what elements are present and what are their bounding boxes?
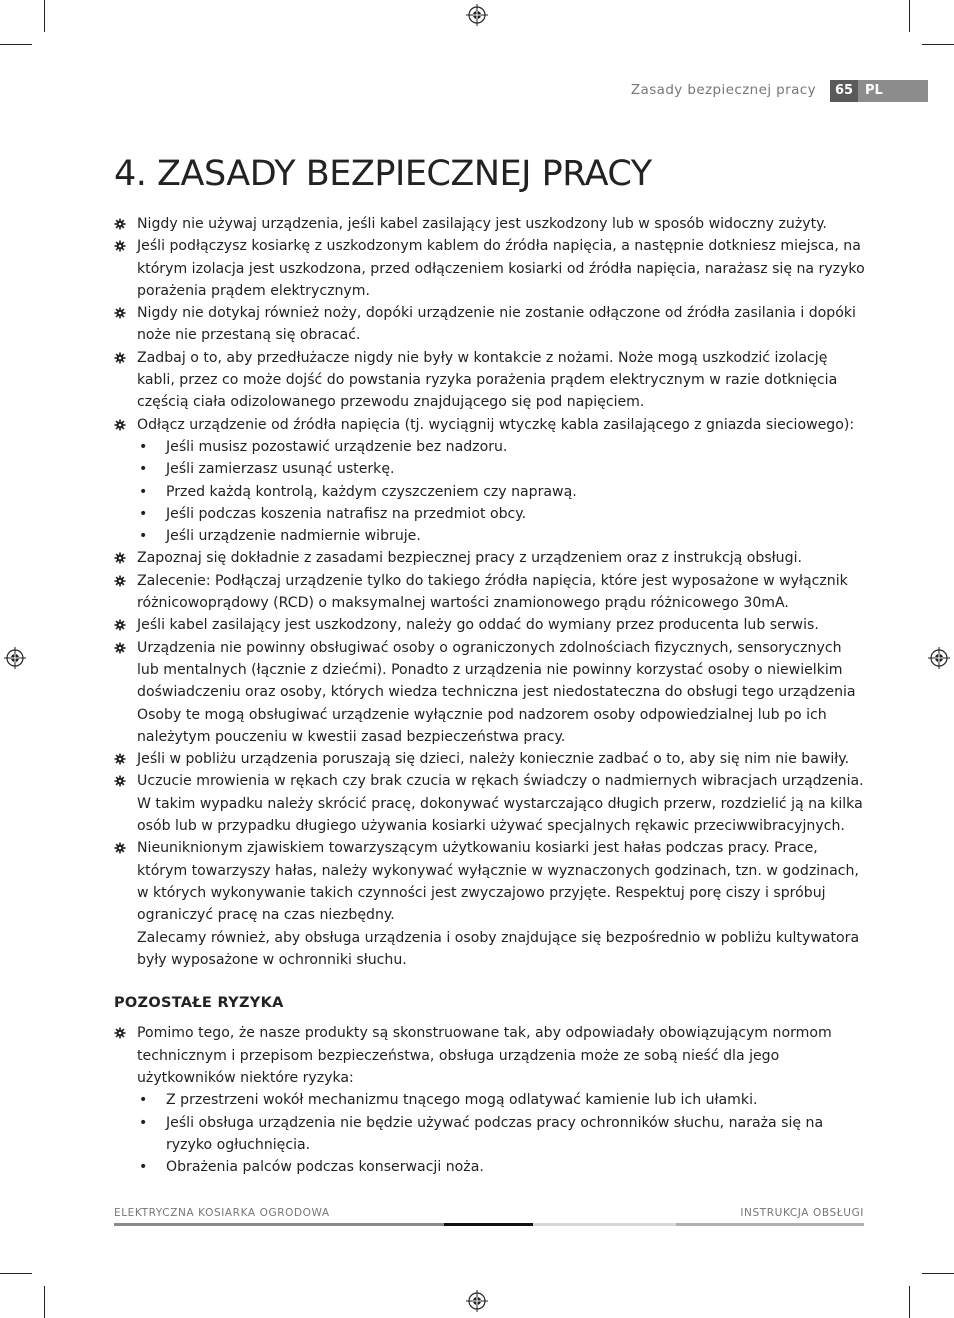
gear-bullet-icon [114,352,126,364]
sub-list-item-text: Z przestrzeni wokół mechanizmu tnącego mogą odlatywać kamienie lub ich ułamki. [166,1092,758,1109]
footer-document-type: INSTRUKCJA OBSŁUGI [740,1207,864,1219]
crop-mark [922,44,954,45]
sub-list-item [114,525,866,547]
section-title-residual-risks: POZOSTAŁE RYZYKA [114,995,284,1012]
list-item [114,770,866,837]
header-section-title: Zasady bezpiecznej pracy [630,82,816,98]
gear-bullet-icon [114,753,126,765]
footer-rule [444,1223,533,1226]
gear-bullet-icon [114,642,126,654]
list-item-text: Nigdy nie dotykaj również noży, dopóki urządzenie nie zostanie odłączone od źródła zasilania i dopóki noże nie przestaną się obracać. [137,305,856,344]
list-item-text: Jeśli kabel zasilający jest uszkodzony, należy go oddać do wymiany przez producenta lub serwis. [137,617,819,634]
list-item [114,570,866,615]
sub-list-item [114,436,866,458]
list-item [114,302,866,347]
residual-risks-list [114,1022,866,1178]
crop-mark [909,0,910,32]
list-item [114,235,866,302]
gear-bullet-icon [114,552,126,564]
sub-list-item-text: Przed każdą kontrolą, każdym czyszczeniem czy naprawą. [166,483,577,500]
sub-list-item-text: Jeśli musisz pozostawić urządzenie bez nadzoru. [166,438,508,455]
main-content [114,213,866,1178]
page-number: 65 [830,80,858,102]
sub-list-item-text: Jeśli urządzenie nadmiernie wibruje. [166,528,421,545]
list-item [114,1022,866,1089]
gear-bullet-icon [114,842,126,854]
sub-list-item [114,1112,866,1157]
sub-list-item [114,458,866,480]
bullet-dot-icon: • [139,483,148,500]
list-item-text: Uczucie mrowienia w rękach czy brak czucia w rękach świadczy o nadmiernych wibracjach urządzenia. [137,773,864,790]
bullet-dot-icon: • [139,1092,148,1109]
gear-bullet-icon [114,240,126,252]
crop-mark [909,1286,910,1318]
list-item [114,347,866,414]
sub-list-item-text: Jeśli zamierzasz usunąć usterkę. [166,461,395,478]
list-item-text: Zapoznaj się dokładnie z zasadami bezpiecznej pracy z urządzeniem oraz z instrukcją obsługi. [137,550,802,567]
gear-bullet-icon [114,575,126,587]
list-item [114,637,866,748]
list-item-text: Zadbaj o to, aby przedłużacze nigdy nie były w kontakcie z nożami. Noże mogą uszkodzić izolację kabli, przez co może dojść do powstania ryzyka porażenia prądem elektrycznym w razie dotknięcia częścią ciała odizolowanego przewodu znajdującego się pod napięciem. [137,349,838,411]
sub-list-item [114,1089,866,1111]
registration-mark-icon [4,647,26,669]
crop-mark [44,1286,45,1318]
language-tag: PL [858,80,928,102]
gear-bullet-icon [114,218,126,230]
footer-rule [533,1223,676,1226]
registration-mark-icon [928,647,950,669]
footer-product-name: ELEKTRYCZNA KOSIARKA OGRODOWA [114,1207,330,1219]
page-title: 4. ZASADY BEZPIECZNEJ PRACY [114,154,652,194]
list-item-text: Jeśli w pobliżu urządzenia poruszają się dzieci, należy koniecznie zadbać o to, aby się nim nie bawiły. [137,751,850,768]
bullet-dot-icon: • [139,438,148,455]
footer-rule [114,1223,444,1226]
bullet-dot-icon: • [139,1159,148,1176]
footer-rule [676,1223,864,1226]
list-item-text: Jeśli podłączysz kosiarkę z uszkodzonym kablem do źródła napięcia, a następnie dotkniesz miejsca, na którym izolacja jest uszkodzona, przed odłączeniem kosiarki od źródła napięcia, narażasz się na ryzyko porażenia prądem elektrycznym. [137,238,865,299]
bullet-dot-icon: • [139,1114,148,1131]
list-item [114,748,866,770]
bullet-dot-icon: • [139,461,148,478]
list-item-text: Odłącz urządzenie od źródła napięcia (tj. wyciągnij wtyczkę kabla zasilającego z gniazda sieciowego): [137,416,855,433]
list-item-text: Zalecenie: Podłączaj urządzenie tylko do takiego źródła napięcia, które jest wyposażone w wyłącznik różnicowoprądowy (RCD) o maksymalnej wartości znamionowego prądu różnicowego 30mA. [137,572,848,612]
list-item-text: Urządzenia nie powinny obsługiwać osoby o ograniczonych zdolnościach fizycznych, sensorycznych lub mentalnych (łącznie z dziećmi). Ponadto z urządzenia nie powinny korzystać osoby o niewielkim doświadczeniu oraz osoby, których wiedza techniczna jest niedostateczna do obsługi tego urządzenia Osoby te mogą obsługiwać urządzenie wyłącznie pod nadzorem osoby odpowiedzialnej lub po ich należytym pouczeniu w kwestii zasad bezpieczeństwa pracy. [137,639,856,745]
bullet-dot-icon: • [139,528,148,545]
list-item [114,837,866,971]
list-item [114,414,866,436]
gear-bullet-icon [114,619,126,631]
crop-mark [0,44,32,45]
sub-list-item-text: Jeśli podczas koszenia natrafisz na przedmiot obcy. [166,505,527,522]
gear-bullet-icon [114,1027,126,1039]
sub-list-item [114,503,866,525]
list-item-text: Nigdy nie używaj urządzenia, jeśli kabel zasilający jest uszkodzony lub w sposób widoczny zużyty. [137,216,827,232]
list-item [114,547,866,569]
gear-bullet-icon [114,419,126,431]
list-item [114,213,866,235]
list-item-text: Nieuniknionym zjawiskiem towarzyszącym użytkowaniu kosiarki jest hałas podczas pracy. Prace, którym towarzyszy hałas, należy wykonywać wyłącznie w wyznaczonych godzinach, tzn. w godzinach, w których wykonywanie takich czynności jest zwyczajowo przyjęte. Respektuj porę ciszy i spróbuj ograniczyć pracę na czas niezbędny. [137,840,859,924]
bullet-dot-icon: • [139,505,148,522]
crop-mark [44,0,45,32]
crop-mark [922,1273,954,1274]
sub-list-item [114,1156,866,1178]
crop-mark [0,1273,32,1274]
list-item-continuation: Zalecamy również, aby obsługa urządzenia i osoby znajdujące się bezpośrednio w pobliżu kultywatora były wyposażone w ochronniki słuchu. [137,929,860,968]
registration-mark-icon [466,1290,488,1312]
sub-list-item-text: Jeśli obsługa urządzenia nie będzie używać podczas pracy ochronników słuchu, naraża się na ryzyko ogłuchnięcia. [166,1114,824,1153]
list-item-continuation: W takim wypadku należy skrócić pracę, dokonywać wystarczająco długich przerw, rozdzielić ją na kilka osób lub w przypadku długiego używania kosiarki używać specjalnych rękawic przeciwwibracyjnych. [137,795,863,835]
gear-bullet-icon [114,307,126,319]
registration-mark-icon [466,4,488,26]
list-item-text: Pomimo tego, że nasze produkty są skonstruowane tak, aby odpowiadały obowiązującym normom technicznym i przepisom bezpieczeństwa, obsługa urządzenia może ze sobą nieść dla jego użytkowników niektóre ryzyka: [137,1025,832,1086]
list-item [114,614,866,636]
sub-list-item-text: Obrażenia palców podczas konserwacji noża. [166,1159,484,1176]
gear-bullet-icon [114,775,126,787]
sub-list-item [114,481,866,503]
safety-list [114,213,866,971]
